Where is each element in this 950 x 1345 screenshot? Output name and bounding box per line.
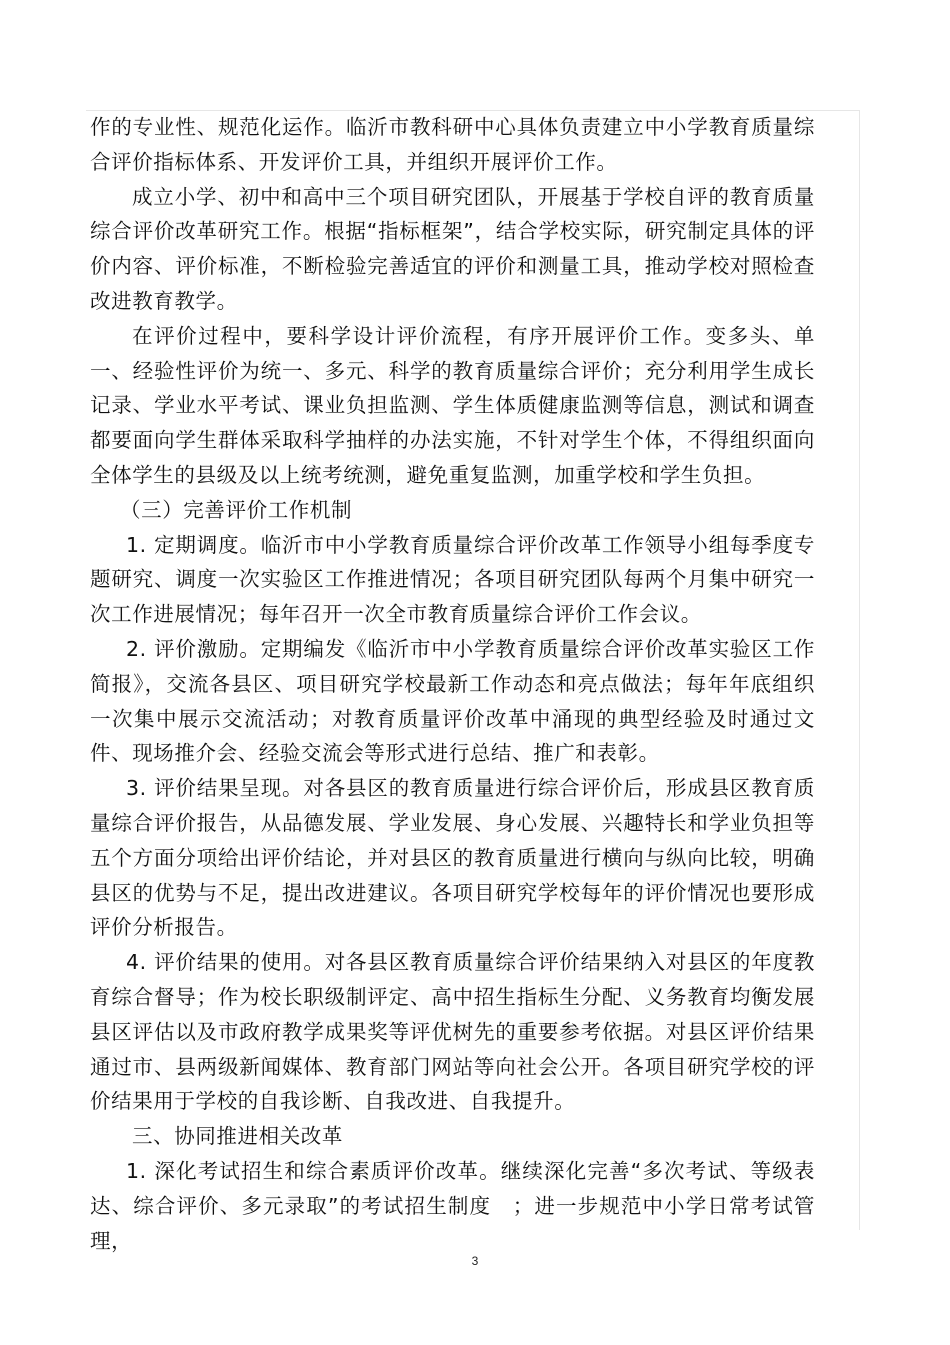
- section-heading-reform: 三、协同推进相关改革: [132, 1124, 343, 1149]
- paragraph-research-teams: 成立小学、初中和高中三个项目研究团队，开展基于学校自评的教育质量综合评价改革研究工作。根据“指标框架”，结合学校实际，研究制定具体的评价内容、评价标准，不断检验完善适宜的评价和测量工具，推动学校对照检查改进教育教学。: [90, 184, 815, 313]
- paragraph-item-4: 4. 评价结果的使用。对各县区教育质量综合评价结果纳入对县区的年度教育综合督导；作为校长职级制评定、高中招生指标生分配、义务教育均衡发展县区评估以及市政府教学成果奖等评优树先的重要参考依据。对县区评价结果通过市、县两级新闻媒体、教育部门网站等向社会公开。各项目研究学校的评价结果用于学校的自我诊断、自我改进、自我提升。: [90, 950, 815, 1114]
- paragraph-item-3: 3. 评价结果呈现。对各县区的教育质量进行综合评价后，形成县区教育质量综合评价报告，从品德发展、学业发展、身心发展、兴趣特长和学业负担等五个方面分项给出评价结论，并对县区的教育质量进行横向与纵向比较，明确县区的优势与不足，提出改进建议。各项目研究学校每年的评价情况也要形成评价分析报告。: [90, 776, 815, 940]
- paragraph-reform-item-1: 1. 深化考试招生和综合素质评价改革。继续深化完善“多次考试、等级表达、综合评价、多元录取”的考试招生制度 ；进一步规范中小学日常考试管理，: [90, 1158, 815, 1253]
- paragraph-continuation: 作的专业性、规范化运作。临沂市教科研中心具体负责建立中小学教育质量综合评价指标体系、开发评价工具，并组织开展评价工作。: [90, 115, 815, 174]
- document-body: [90, 110, 815, 1258]
- paragraph-item-1: 1. 定期调度。临沂市中小学教育质量综合评价改革工作领导小组每季度专题研究、调度一次实验区工作推进情况；各项目研究团队每两个月集中研究一次工作进展情况；每年召开一次全市教育质量综合评价工作会议。: [90, 532, 815, 627]
- paragraph-evaluation-process: 在评价过程中，要科学设计评价流程，有序开展评价工作。变多头、单一、经验性评价为统一、多元、科学的教育质量综合评价；充分利用学生成长记录、学业水平考试、课业负担监测、学生体质健康监测等信息，测试和调查都要面向学生群体采取科学抽样的办法实施，不针对学生个体，不得组织面向全体学生的县级及以上统考统测，避免重复监测，加重学校和学生负担。: [90, 323, 815, 487]
- paragraph-item-2: 2. 评价激励。定期编发《临沂市中小学教育质量综合评价改革实验区工作简报》，交流各县区、项目研究学校最新工作动态和亮点做法；每年年底组织一次集中展示交流活动；对教育质量评价改革中涌现的典型经验及时通过文件、现场推介会、经验交流会等形式进行总结、推广和表彰。: [90, 636, 815, 766]
- page-number: 3: [471, 1254, 479, 1268]
- section-heading-mechanism: （三）完善评价工作机制: [120, 497, 353, 522]
